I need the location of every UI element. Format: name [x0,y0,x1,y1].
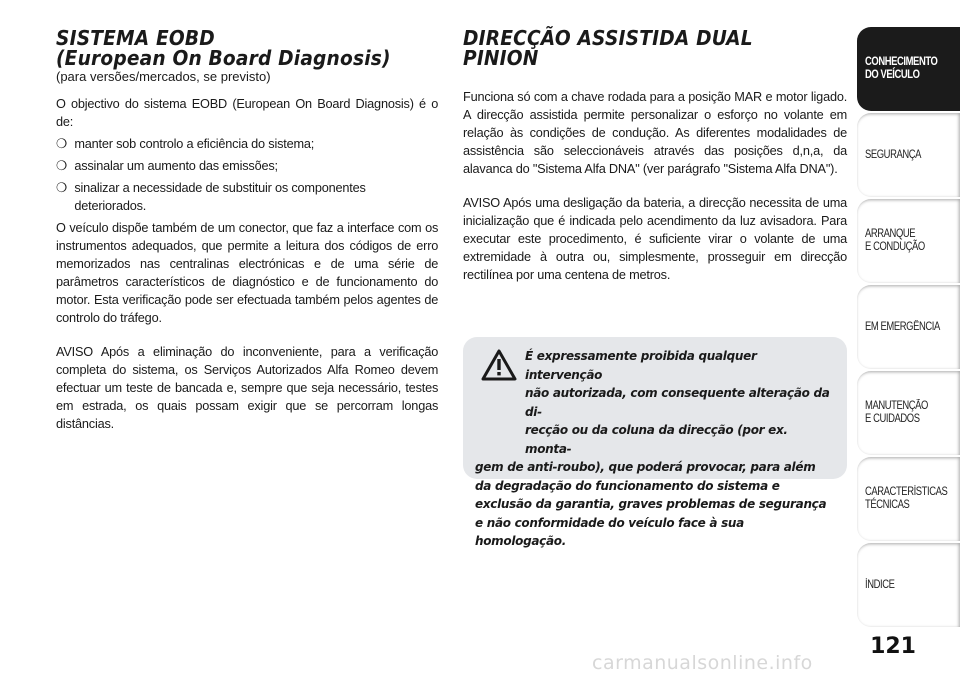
tab-caracteristicas[interactable] [857,457,960,541]
tab-label [865,27,937,111]
list-item [56,135,438,153]
eobd-paragraph-connector: O veículo dispõe também de um conector, que faz a interface com os instrumentos adequados, que permite a leitura dos códigos de erro memorizados nas centralinas electrónicas e de uma série de parâmetros característicos de diagnóstico e de funcionamento do motor. Esta verificação pode ser efectuada também pelos agentes de controlo do tráfego. [56,220,439,325]
eobd-section [56,28,438,433]
circle-bullet-icon: ❍ [56,136,68,151]
tab-label-line1: CONHECIMENTO [865,56,938,68]
power-steering-title: DIRECÇÃO ASSISTIDA DUAL PINION [463,26,753,70]
circle-bullet-icon: ❍ [56,180,68,195]
tab-label-line1: SEGURANÇA [865,148,922,161]
tab-manutencao[interactable] [857,371,960,455]
warning-line: É expressamente proibida qualquer intervenção [525,349,757,382]
chapter-tabs [857,0,960,677]
tab-emergencia[interactable] [857,285,960,369]
warning-box [463,337,847,548]
tab-label [865,199,925,283]
warning-line: não autorizada, com consequente alteração da di- [525,386,830,419]
power-steering-notice: AVISO Após uma desligação da bateria, a direcção necessita de uma inicialização que é indicada pelo acendimento da luz avisadora. Para executar este procedimento, é suficiente virar o volante de uma extremidade à outra ou, simplesmente, prosseguir em direcção rectilínea por uma centena de metros. [463,195,848,282]
tab-arranque[interactable] [857,199,960,283]
tab-label [865,113,921,197]
page-number: 121 [870,634,916,659]
tab-label-line2: DO VEÍCULO [865,69,920,81]
power-steering-paragraph: Funciona só com a chave rodada para a posição MAR e motor ligado. A direcção assistida permite personalizar o esforço no volante em relação às condições de condução. As diferentes modalidades de assistência são seleccionáveis através das posições d,n,a, da alavanca do "Sistema Alfa DNA" (ver parágrafo "Sistema Alfa DNA"). [463,89,848,176]
tab-label-line2: E CONDUÇÃO [865,241,925,253]
tab-indice[interactable] [857,543,960,627]
list-item [56,179,438,215]
tab-label-line2: TÉCNICAS [865,499,910,511]
eobd-subnote: (para versões/mercados, se previsto) [56,69,271,84]
tab-label [865,285,940,369]
power-steering-section [463,28,847,284]
tab-label-line1: ARRANQUE [865,228,916,240]
tab-label-line1: ÍNDICE [865,578,895,591]
tab-label-line2: E CUIDADOS [865,413,920,425]
tab-seguranca[interactable] [857,113,960,197]
list-item [56,157,438,175]
eobd-paragraph-notice: AVISO Após a eliminação do inconveniente, para a verificação completa do sistema, os Serviços Autorizados Alfa Romeo devem efectuar um teste de bancada e, sempre que seja necessário, testes em estrada, os quais possam exigir que se percorram longas distâncias. [56,344,439,431]
watermark: carmanualsonline.info [592,652,813,674]
warning-rest: gem de anti-roubo), que poderá provocar, para além da degradação do funcionamento do sistema e exclusão da garantia, graves problemas de segurança e não conformidade do veículo face à sua homologação. [475,460,827,548]
tab-label-line1: MANUTENÇÃO [865,400,928,412]
tab-label [865,543,895,627]
eobd-title-line2: (European On Board Diagnosis) [56,46,391,70]
bullet-text: sinalizar a necessidade de substituir os componentes deteriorados. [74,180,366,213]
eobd-intro: O objectivo do sistema EOBD (European On Board Diagnosis) é o de: [56,96,439,129]
eobd-title [56,28,411,68]
warning-text [475,347,835,551]
tab-label [865,457,947,541]
eobd-bullet-list [56,135,438,215]
circle-bullet-icon: ❍ [56,158,68,173]
tab-label [865,371,928,455]
tab-label-line1: CARACTERÍSTICAS [865,486,948,498]
bullet-text: assinalar um aumento das emissões; [74,158,278,173]
eobd-title-line1: SISTEMA EOBD [56,26,215,50]
tab-conhecimento[interactable] [857,27,960,111]
tab-label-line1: EM EMERGÊNCIA [865,320,940,333]
warning-line: recção ou da coluna da direcção (por ex. monta- [525,423,788,456]
bullet-text: manter sob controlo a eficiência do sistema; [74,136,315,151]
